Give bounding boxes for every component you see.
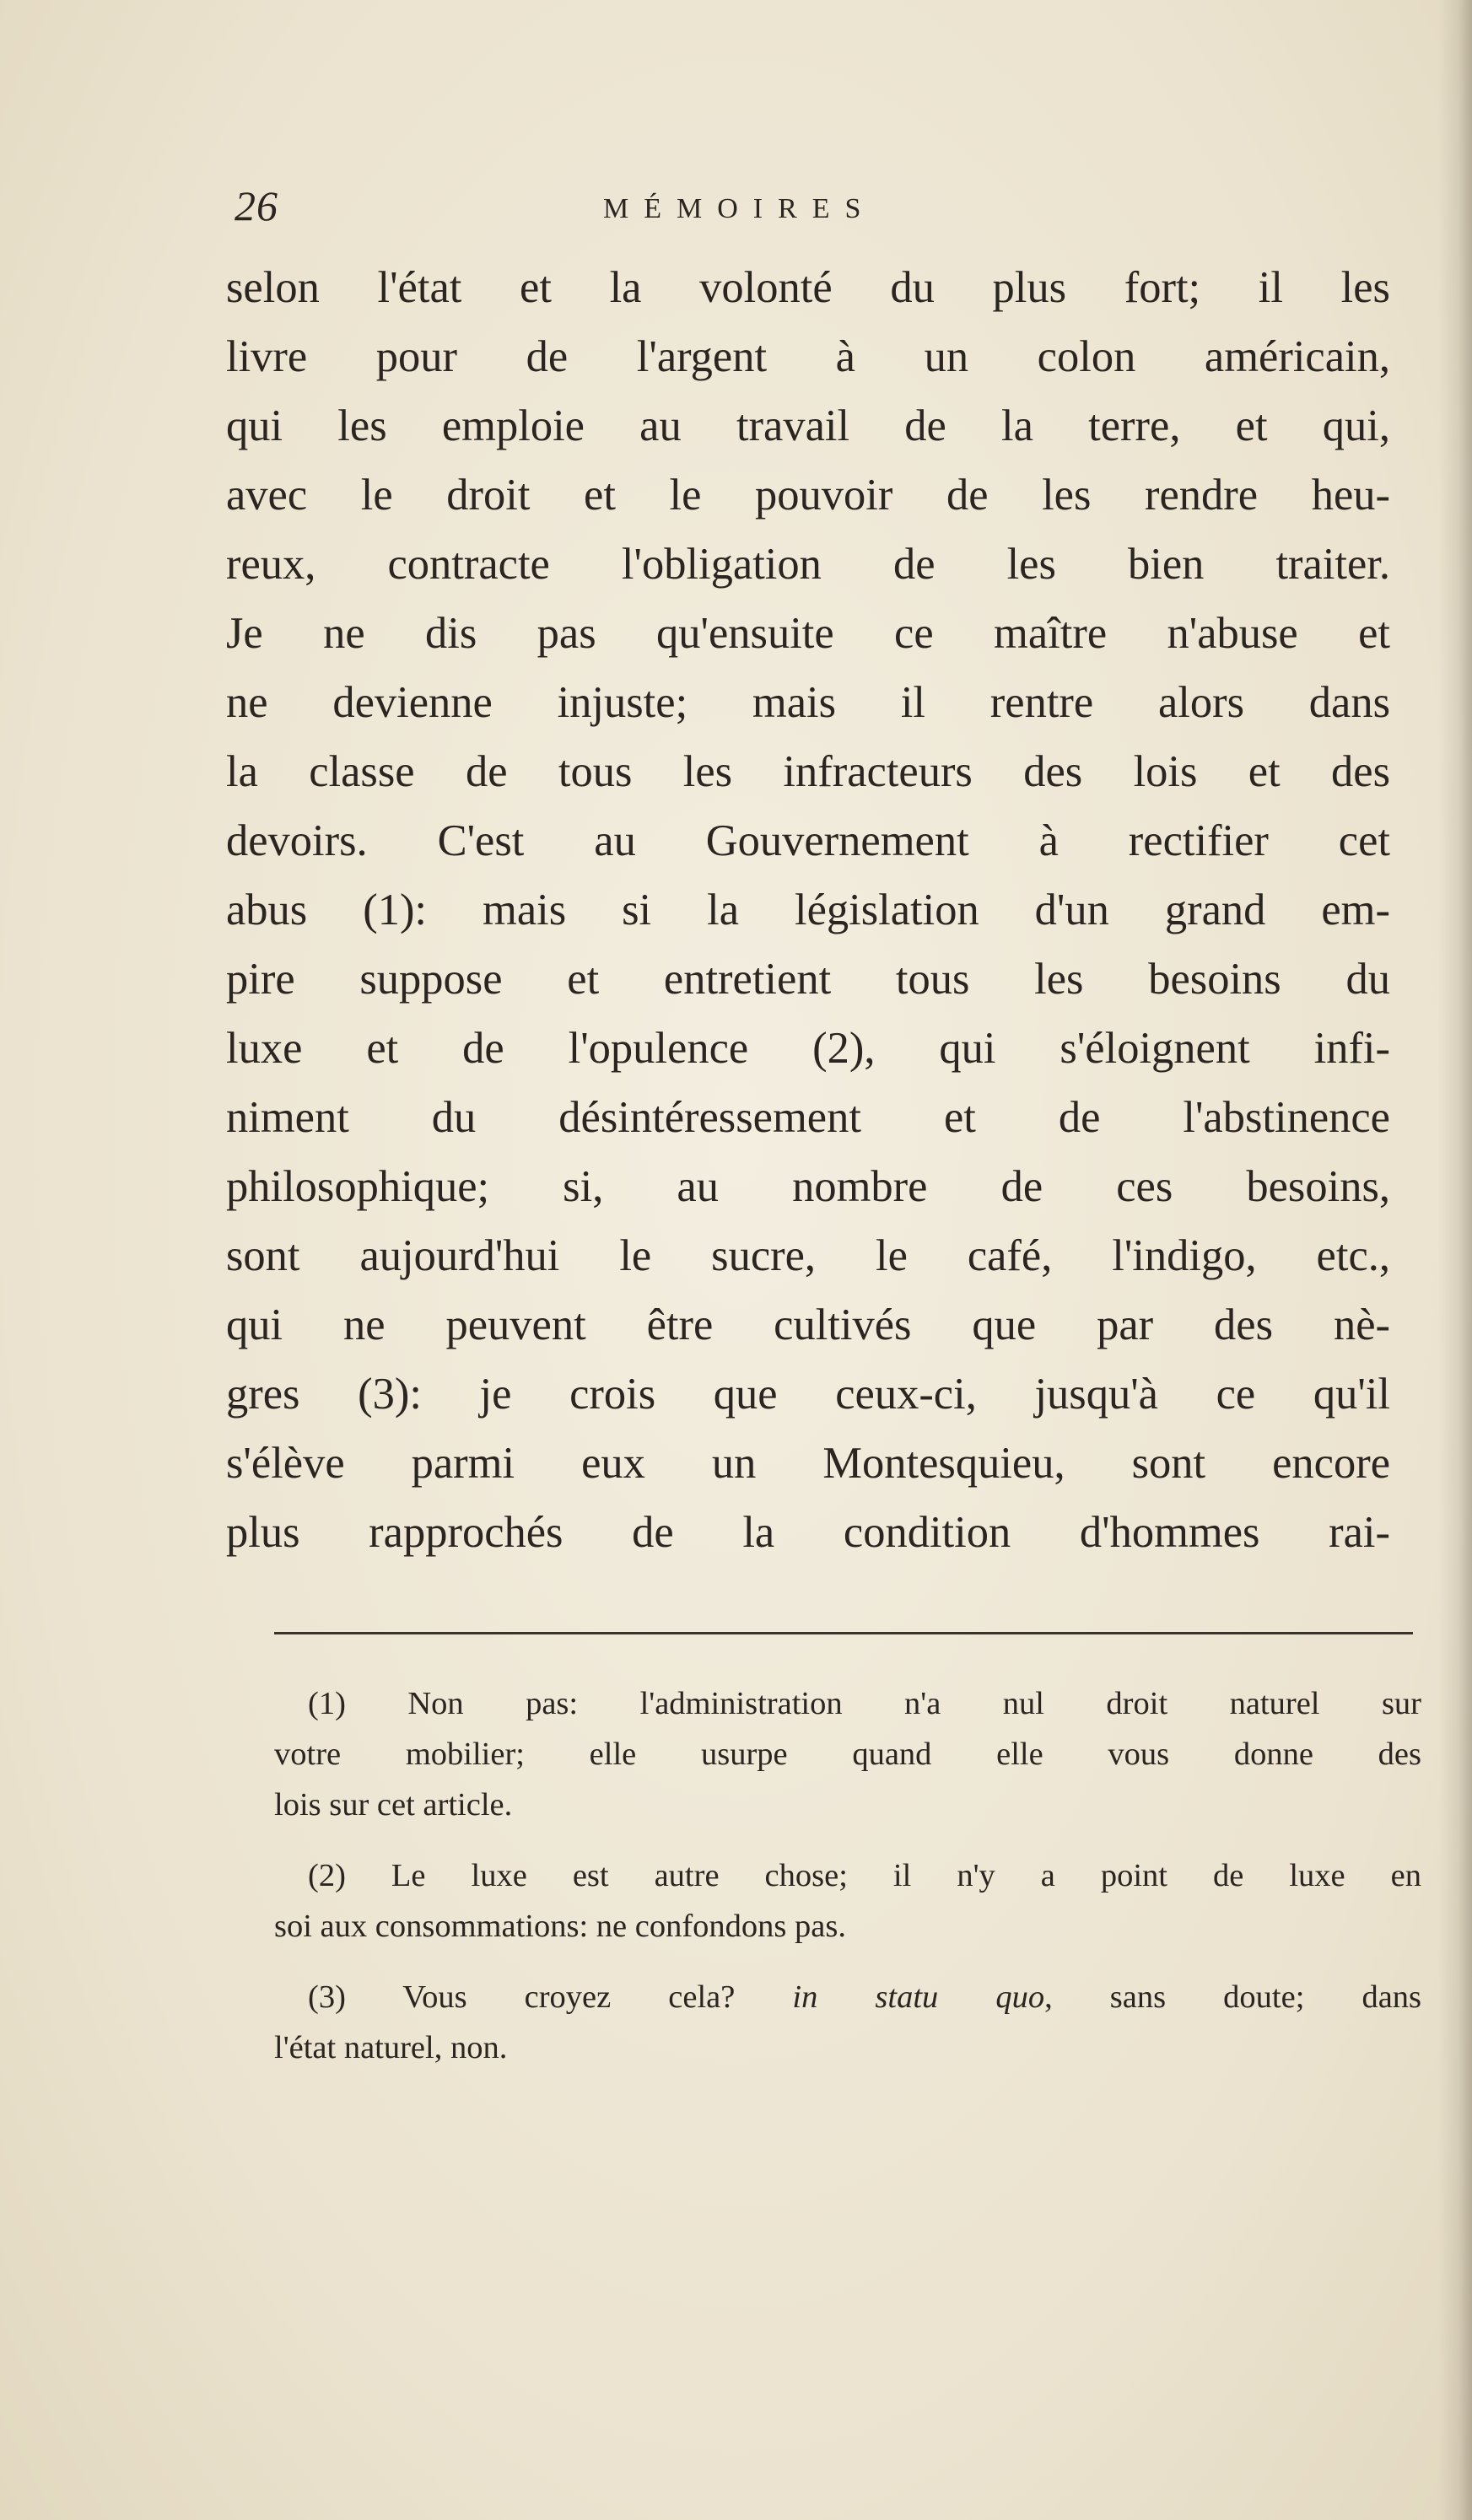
- text-line: ne devienne injuste; mais il rentre alors dans: [226, 678, 1390, 727]
- text-line: livre pour de l'argent à un colon américain,: [226, 332, 1390, 381]
- footnote-line: l'état naturel, non.: [274, 2030, 508, 2065]
- running-head: [228, 181, 1409, 240]
- footnotes: [274, 1678, 1421, 2093]
- footnote-line: votre mobilier; elle usurpe quand elle vous donne des: [274, 1737, 1421, 1772]
- text-line: gres (3): je crois que ceux-ci, jusqu'à ce qu'il: [226, 1370, 1390, 1419]
- footnote-line: soi aux consommations: ne confondons pas.: [274, 1909, 846, 1944]
- page-binding-shadow: [1438, 0, 1472, 2520]
- footnote-line: lois sur cet article.: [274, 1787, 513, 1823]
- text-line: pire suppose et entretient tous les besoins du: [226, 955, 1390, 1004]
- text-line: philosophique; si, au nombre de ces besoins,: [226, 1162, 1390, 1211]
- text-line: sont aujourd'hui le sucre, le café, l'indigo, etc.,: [226, 1231, 1390, 1280]
- footnote-1: [274, 1678, 1421, 1830]
- text-line: luxe et de l'opulence (2), qui s'éloignent infi-: [226, 1024, 1390, 1073]
- page-number: 26: [235, 182, 278, 229]
- text-line: Je ne dis pas qu'ensuite ce maître n'abuse et: [226, 609, 1390, 658]
- footnote-line: [274, 1972, 1421, 2022]
- footnote-line: (2) Le luxe est autre chose; il n'y a point de luxe en: [308, 1858, 1421, 1893]
- text-line: qui ne peuvent être cultivés que par des nè-: [226, 1300, 1390, 1349]
- footnote-italic-text: in statu quo: [792, 1979, 1045, 2015]
- text-line: s'élève parmi eux un Montesquieu, sont encore: [226, 1439, 1390, 1488]
- footnote-3: [274, 1972, 1421, 2073]
- footnote-line: (1) Non pas: l'administration n'a nul droit naturel sur: [308, 1686, 1421, 1721]
- text-line: qui les emploie au travail de la terre, et qui,: [226, 401, 1390, 450]
- text-line: selon l'état et la volonté du plus fort; il les: [226, 263, 1390, 312]
- main-text: [226, 253, 1390, 1567]
- text-line: devoirs. C'est au Gouvernement à rectifier cet: [226, 816, 1390, 865]
- footnote-rule: [274, 1632, 1413, 1634]
- text-line: plus rapprochés de la condition d'hommes rai-: [226, 1508, 1390, 1557]
- footnote-2: [274, 1850, 1421, 1952]
- text-line: abus (1): mais si la législation d'un grand em-: [226, 886, 1390, 934]
- footnote-text: (3) Vous croyez cela?: [308, 1979, 736, 2015]
- footnote-text: , sans doute; dans: [1044, 1979, 1422, 2015]
- text-line: la classe de tous les infracteurs des lois et des: [226, 747, 1390, 796]
- text-line: niment du désintéressement et de l'abstinence: [226, 1093, 1390, 1142]
- text-line: reux, contracte l'obligation de les bien traiter.: [226, 540, 1390, 589]
- text-line: avec le droit et le pouvoir de les rendre heu-: [226, 471, 1390, 520]
- running-title: MÉMOIRES: [603, 193, 876, 224]
